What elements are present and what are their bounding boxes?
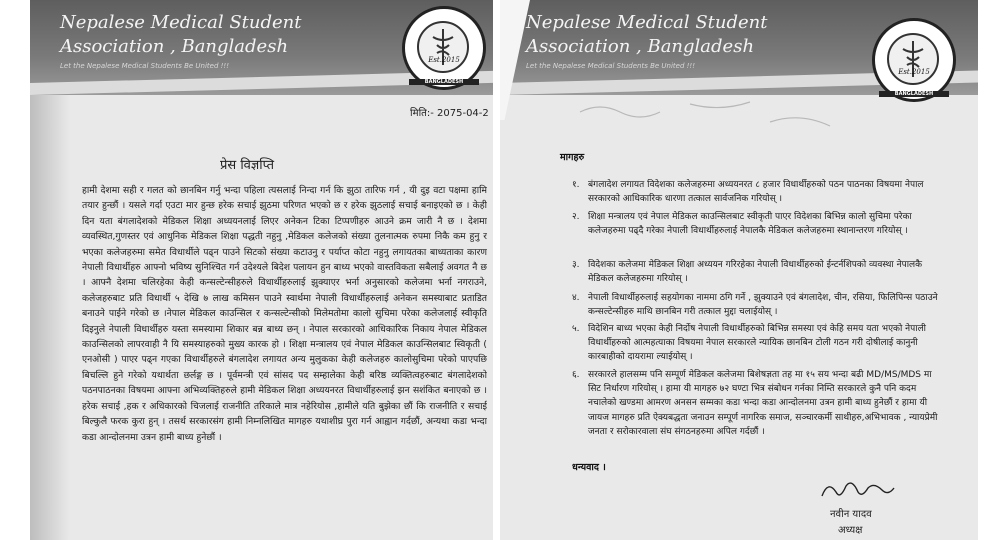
org-name-line2: Association , Bangladesh	[526, 36, 755, 57]
document-date: मिति:- 2075-04-2	[410, 108, 489, 119]
signature-scribble	[818, 478, 898, 504]
demands-heading: मागहरु	[560, 152, 585, 163]
signer-title: अध्यक्ष	[838, 525, 863, 536]
org-slogan: Let the Nepalese Medical Students Be United !!!	[526, 62, 696, 70]
seal-country-text: BANGLADESH	[409, 79, 479, 85]
press-release-body: हामी देशमा सही र गलत को छानबिन गर्नु भन्दा पहिला त्यसलाई निन्दा गर्न कि झुठा तारिफ गर्न , यी दुइ वटा पक्षमा हामि तयार हुन्छौं । यसले गर्दा एउटा मार हुन्छ हरेक सचाई झुठमा परिणत भएको छ र हरेक झुठलाई सचाई बनाइएको छ । केही दिन यता बंगलादेशको मेडिकल शिक्षा अध्ययनलाई लिएर अनेकन टिका टिप्पणीहरु आउने क्रम जारी नै छ । देशमा व्यवस्थित,गुणस्तर एवं आधुनिक मेडिकल शिक्षा पद्धती नहुनु ,मेडिकल कलेजको संख्या तुलनात्मक रुपमा निकै कम हुनु र भएका कलेजहरुमा समेत विधार्थीले पढ्न पाउने सिटको संख्या कटाउनु र पर्याप्त कोटा नहुनु लगायतका बाध्यताका कारण नेपाली विधार्थीहरु आफ्नो भविष्य सुनिश्चित गर्न उदेश्यले बिदेश पलायन हुन बाध्य भएको वास्तविकता सबैलाई अवगत नै छ । आफ्नै देशमा चलिरहेका केही कन्सल्टेन्सीहरुले विधार्थीहरुलाई झुक्याएर भर्ना अनुसारको कलेजमा भर्ना नगराउने, कलेजहरुबाट प्रति विधार्थी ५ देखि ७ लाख कमिसन पाउने स्वार्थमा नेपाली विधार्थीहरुलाई अनेकन समस्याबाट प्रताडित बनाउने पाईने गरेको छ ।नेपाल मेडिकल काउन्सिल र कन्सल्टेन्सीको मिलेमतोमा कालो सुचिमा परेका कलेजलाई स्वीकृति दिइनुले नेपाली विधार्थीहरु यस्ता समस्यामा शिकार बन्न बाध्य छन् । नेपाल सरकारको आधिकारिक निकाय नेपाल मेडिकल काउन्सिलको लापरवाही नै यि समस्याहरुको मुख्य कारक हो । शिक्षा मन्त्रालय एवं नेपाल मेडिकल काउन्सिलबाट स्विकृती ( एनओसी ) पाएर पढ्न गएका विधार्थीहरुले बंगलादेश लगायत अन्य मुलुकका केही कलेजहरु कालोसुचिमा परेको पाएपछि बिचल्लि हुने गरेको यथार्थता छर्लङ्ग छ । पूर्वमन्त्री एवं सांसद पद सम्हालेका केही बरिष्ठ व्यक्तित्वहरुबाट बंगलादेशको पठनपाठनका विषयमा आफ्ना अभिव्यक्तिहरुले हामी मेडिकल शिक्षा अध्ययनरत विधार्थीहरुलाई झन सशंकित बनाएको छ ।हरेक सचाई ,हक र अधिकारको चिजलाई राजनीति तरिकाले मात्र नहेरियोस ,हामीले यति बुझेका छौं कि राजनीति र सचाई बिल्कुलै फरक कुरा हुन् । तसर्थ सरकारसंग हामी निम्नलिखित मागहरु यथाशीघ्र पुरा गर्न आह्वान गर्दछौं, अन्यथा कडा भन्दा कडा आन्दोलनमा उत्रन हामी बाध्य हुनेछौं ।	[82, 185, 487, 443]
demand-item-2: २. शिक्षा मन्त्रालय एवं नेपाल मेडिकल काउन्सिलबाट स्वीकृती पाएर विदेशका बिभिन्न कालो सुचिमा परेका कलेजहरुमा पढ्दै गरेका नेपाली विधार्थीहरुलाई नेपालकै मेडिकल कलेजहरुमा स्थानान्तरण गरियोस् ।	[572, 212, 912, 237]
demand-item-3: ३. विदेशका कलेजमा मेडिकल शिक्षा अध्ययन गरिरहेका नेपाली विधार्थीहरुको ईन्टर्नशिपको व्यवस्था नेपालकै मेडिकल कलेजहरुमा गरियोस् ।	[572, 260, 923, 285]
demand-item-5: ५. विदेशिन बाध्य भएका केही निर्दोष नेपाली विधार्थीहरुको बिभिन्न समस्या एवं केहि समय यता भएको नेपाली विधार्थीहरुको आत्महत्याका विषयमा नेपाल सरकारले न्यायिक छानबिन टोली गठन गरी दोषीलाई कानुनी कारबाहीको दायरामा ल्याईयोस् ।	[572, 324, 927, 363]
seal-est-text: Est.2015	[898, 68, 930, 76]
demand-item-1: १. बंगलादेश लगायत विदेशका कलेजहरुमा अध्ययनरत ८ हजार विधार्थीहरुको पठन पाठनका विषयमा नेपाल सरकारको आधिकारिक धारणा तत्काल सार्वजनिक गरियोस् ।	[572, 180, 924, 205]
org-name-line2: Association , Bangladesh	[60, 36, 289, 57]
seal-est-text: Est.2015	[428, 56, 460, 64]
seal-country-text: BANGLADESH	[879, 91, 949, 97]
faint-handwriting-marks	[570, 92, 870, 142]
org-slogan: Let the Nepalese Medical Students Be United !!!	[60, 62, 230, 70]
org-name-line1: Nepalese Medical Student	[60, 12, 302, 33]
right-document-page	[500, 0, 978, 540]
demand-item-4: ४. नेपाली विधार्थीहरुलाई सहयोगका नाममा ठगि गर्ने , झुक्याउने एवं बंगलादेश, चीन, रसिया, फिलिपिन्स पठाउने कन्सल्टेन्सीहरु माथि छानबिन गरी तत्काल मुद्दा चलाईयोस् ।	[572, 293, 938, 318]
association-seal-logo	[872, 18, 956, 102]
org-name-line1: Nepalese Medical Student	[526, 12, 768, 33]
left-document-page	[30, 0, 493, 540]
demand-item-6: ६. सरकारले हालसम्म पनि सम्पूर्ण मेडिकल कलेजमा बिशेषज्ञता तह मा १५ सय भन्दा बढी MD/MS/MDS मा सिट निर्धारण गरियोस् । हामा यी मागहरु ७२ घण्टा भित्र संबोधन गर्नका निम्ति सरकारले कुनै पनि कदम नचालेको खण्डमा आमरण अनसन सम्मका कडा भन्दा कडा आन्दोलनमा उत्रन हामी बाध्य हुनेछौं र हामा यी जायज मागहरु प्रति ऐक्यबद्धता जनाउन सम्पूर्ण नागरिक समाज, सञ्चारकर्मी साथीहरु,अभिभावक , न्यायप्रेमी जनता र सरोकारवाला संघ संगठनहरुमा अपिल गर्दछौं ।	[572, 370, 938, 437]
signer-name: नवीन यादव	[830, 509, 872, 520]
thanks-text: धन्यवाद ।	[572, 462, 606, 473]
press-release-title: प्रेस विज्ञप्ति	[220, 158, 275, 173]
association-seal-logo	[402, 6, 486, 90]
